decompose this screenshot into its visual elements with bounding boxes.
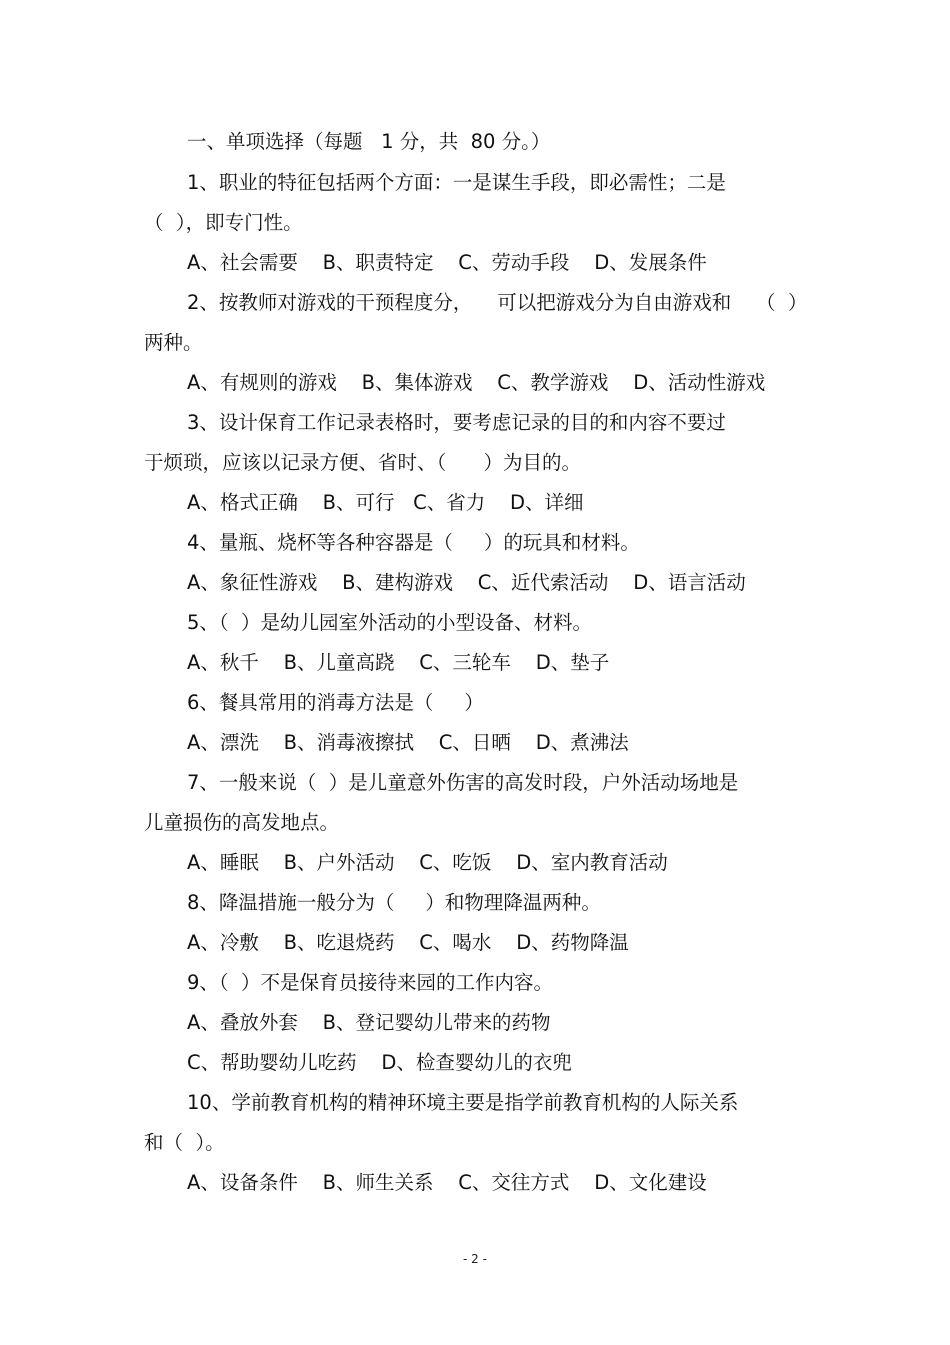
question-5-text: 5、（ ）是幼儿园室外活动的小型设备、材料。 [187, 611, 593, 634]
question-8-text: 8、降温措施一般分为（ ）和物理降温两种。 [187, 891, 601, 914]
question-7-text-cont: 儿童损伤的高发地点。 [144, 811, 340, 834]
question-9-text: 9、（ ）不是保育员接待来园的工作内容。 [187, 971, 554, 994]
question-7-options: A、睡眠 B、户外活动 C、吃饭 D、室内教育活动 [187, 851, 668, 874]
question-2-text: 2、按教师对游戏的干预程度分， 可以把游戏分为自由游戏和 （ ） [187, 291, 808, 314]
question-9-options-2: C、帮助婴幼儿吃药 D、检查婴幼儿的衣兜 [187, 1051, 572, 1074]
section-title: 一、单项选择（每题 1 分，共 80 分。） [187, 130, 551, 153]
question-7-text: 7、一般来说（ ）是儿童意外伤害的高发时段，户外活动场地是 [187, 771, 739, 794]
question-6-options: A、漂洗 B、消毒液擦拭 C、日晒 D、煮沸法 [187, 731, 629, 754]
question-1-options: A、社会需要 B、职责特定 C、劳动手段 D、发展条件 [187, 251, 707, 274]
page-number: - 2 - [463, 1252, 487, 1266]
question-6-text: 6、餐具常用的消毒方法是（ ） [187, 691, 484, 714]
question-4-text: 4、量瓶、烧杯等各种容器是（ ）的玩具和材料。 [187, 531, 640, 554]
question-3-options: A、格式正确 B、可行 C、省力 D、详细 [187, 491, 584, 514]
question-2-text-cont: 两种。 [144, 331, 203, 354]
question-1-text: 1、职业的特征包括两个方面：一是谋生手段，即必需性；二是 [187, 171, 726, 194]
question-3-text-cont: 于烦琐，应该以记录方便、省时、（ ）为目的。 [144, 451, 581, 474]
question-10-text: 10、学前教育机构的精神环境主要是指学前教育机构的人际关系 [187, 1091, 739, 1114]
question-5-options: A、秋千 B、儿童高跷 C、三轮车 D、垫子 [187, 651, 610, 674]
question-3-text: 3、设计保育工作记录表格时，要考虑记录的目的和内容不要过 [187, 411, 726, 434]
question-2-options: A、有规则的游戏 B、集体游戏 C、教学游戏 D、活动性游戏 [187, 371, 766, 394]
question-10-options: A、设备条件 B、师生关系 C、交往方式 D、文化建设 [187, 1171, 707, 1194]
question-8-options: A、冷敷 B、吃退烧药 C、喝水 D、药物降温 [187, 931, 629, 954]
question-10-text-cont: 和（ ）。 [144, 1131, 225, 1154]
question-4-options: A、象征性游戏 B、建构游戏 C、近代索活动 D、语言活动 [187, 571, 746, 594]
question-9-options-1: A、叠放外套 B、登记婴幼儿带来的药物 [187, 1011, 551, 1034]
question-1-text-cont: （ ），即专门性。 [144, 211, 303, 234]
